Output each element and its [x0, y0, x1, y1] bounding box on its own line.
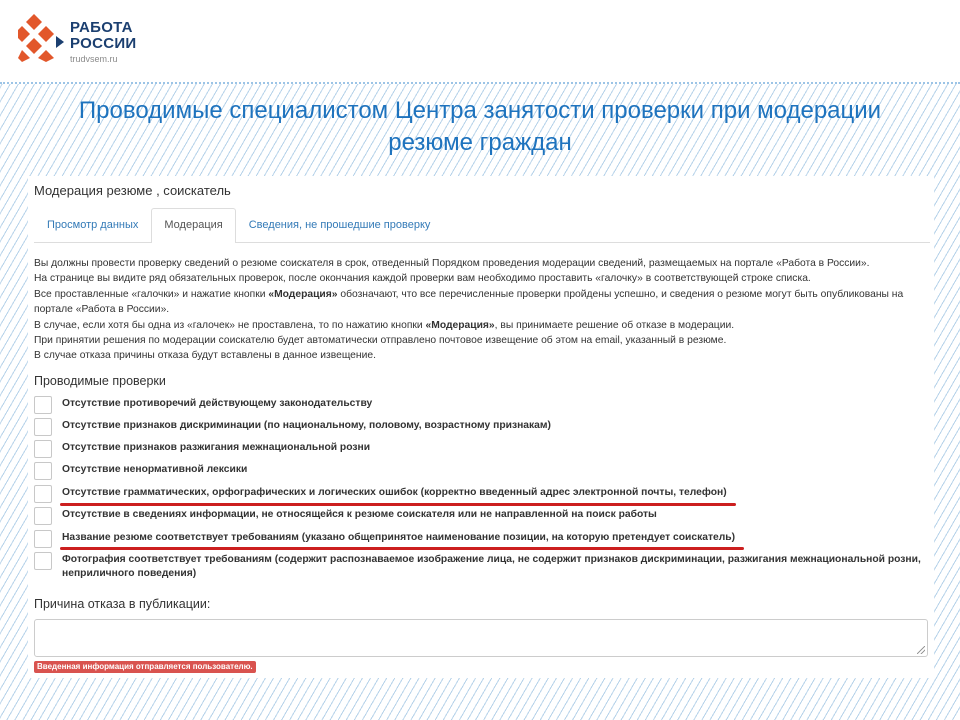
check-row-ethnic-hatred [34, 440, 922, 458]
tab-failed-data[interactable]: Сведения, не прошедшие проверку [248, 219, 431, 231]
check-row-photo [34, 552, 922, 581]
tab-bar [34, 208, 930, 243]
check-label: Отсутствие признаков дискриминации (по национальному, половому, возрастному признакам) [62, 420, 551, 431]
checkbox[interactable] [34, 440, 52, 458]
highlight-underline [60, 547, 744, 550]
instructions-line: Вы должны провести проверку сведений о резюме соискателя в срок, отведенный Порядком проведения модерации сведений, размещаемых на портале «Работа в России». [34, 258, 870, 269]
check-label: Отсутствие противоречий действующему законодательству [62, 398, 373, 409]
resize-grip-icon[interactable] [917, 646, 925, 654]
moderation-panel [28, 176, 934, 678]
logo-title-line2: РОССИИ [70, 35, 137, 52]
check-label: Отсутствие в сведениях информации, не относящейся к резюме соискателя или не направленной на поиск работы [62, 509, 657, 520]
check-row-resume-title [34, 530, 922, 548]
checkbox[interactable] [34, 485, 52, 503]
checks-heading: Проводимые проверки [34, 374, 166, 388]
instructions-line: На странице вы видите ряд обязательных проверок, после окончания каждой проверки вам необходимо проставить «галочку» в соответствующей строке списка. [34, 273, 811, 285]
check-row-legislation [34, 396, 922, 414]
instructions-fragment: Все проставленные «галочки» и нажатие кнопки [34, 288, 269, 300]
reason-textarea[interactable] [34, 619, 928, 657]
rabota-rossii-logo[interactable] [18, 12, 178, 72]
check-row-grammar-errors [34, 485, 922, 503]
instructions-fragment: , вы принимаете решение об отказе в модерации. [494, 319, 735, 331]
check-row-irrelevant-info [34, 507, 922, 525]
instructions-line [34, 287, 924, 302]
panel-title: Модерация резюме , соискатель [34, 183, 231, 198]
check-label: Фотография соответствует требованиям (содержит распознаваемое изображение лица, не содержит признаков дискриминации, разжигания межнациональной розни, неприличного поведения) [62, 554, 921, 579]
instructions-text [34, 256, 924, 364]
instructions-line [34, 318, 924, 333]
reason-label: Причина отказа в публикации: [34, 597, 211, 611]
tab-moderation[interactable]: Модерация [151, 208, 235, 243]
check-label: Отсутствие признаков разжигания межнациональной розни [62, 442, 371, 453]
tab-view-data[interactable]: Просмотр данных [47, 219, 139, 231]
check-label: Название резюме соответствует требованиям (указано общепринятое наименование позиции, на которую претендует соискатель) [62, 532, 736, 543]
checkbox[interactable] [34, 418, 52, 436]
check-row-discrimination [34, 418, 922, 436]
logo-mark-icon [18, 12, 64, 62]
header-bar [0, 0, 960, 84]
notice-badge: Введенная информация отправляется пользователю. [34, 661, 256, 673]
slide-title-line1: Проводимые специалистом Центра занятости проверки при модерации [78, 97, 882, 124]
instructions-line: В случае отказа причины отказа будут вставлены в данное извещение. [34, 350, 376, 362]
instructions-fragment: обозначают, что все перечисленные проверки пройдены успешно, и сведения о резюме могут быть опубликованы на [337, 288, 904, 300]
checkbox[interactable] [34, 552, 52, 570]
logo-title [70, 20, 137, 52]
instructions-bold-fragment: «Модерация» [425, 319, 495, 331]
check-label: Отсутствие ненормативной лексики [62, 464, 248, 475]
highlight-underline [60, 503, 736, 506]
logo-title-line1: РАБОТА [70, 19, 133, 36]
checkbox[interactable] [34, 507, 52, 525]
slide-title-line2: резюме граждан [388, 129, 572, 156]
check-label: Отсутствие грамматических, орфографических и логических ошибок (корректно введенный адрес электронной почты, телефон) [62, 487, 727, 498]
check-row-profanity [34, 462, 922, 480]
instructions-line: портале «Работа в России». [34, 304, 170, 316]
instructions-bold-fragment: «Модерация» [268, 288, 338, 300]
instructions-fragment: В случае, если хотя бы одна из «галочек» не проставлена, то по нажатию кнопки [34, 319, 426, 331]
checkbox[interactable] [34, 530, 52, 548]
logo-url: trudvsem.ru [70, 54, 118, 64]
slide-title [0, 95, 960, 159]
checkbox[interactable] [34, 396, 52, 414]
checkbox[interactable] [34, 462, 52, 480]
instructions-line: При принятии решения по модерации соискателю будет автоматически отправлено почтовое извещение об этом на email, указанный в резюме. [34, 335, 727, 347]
